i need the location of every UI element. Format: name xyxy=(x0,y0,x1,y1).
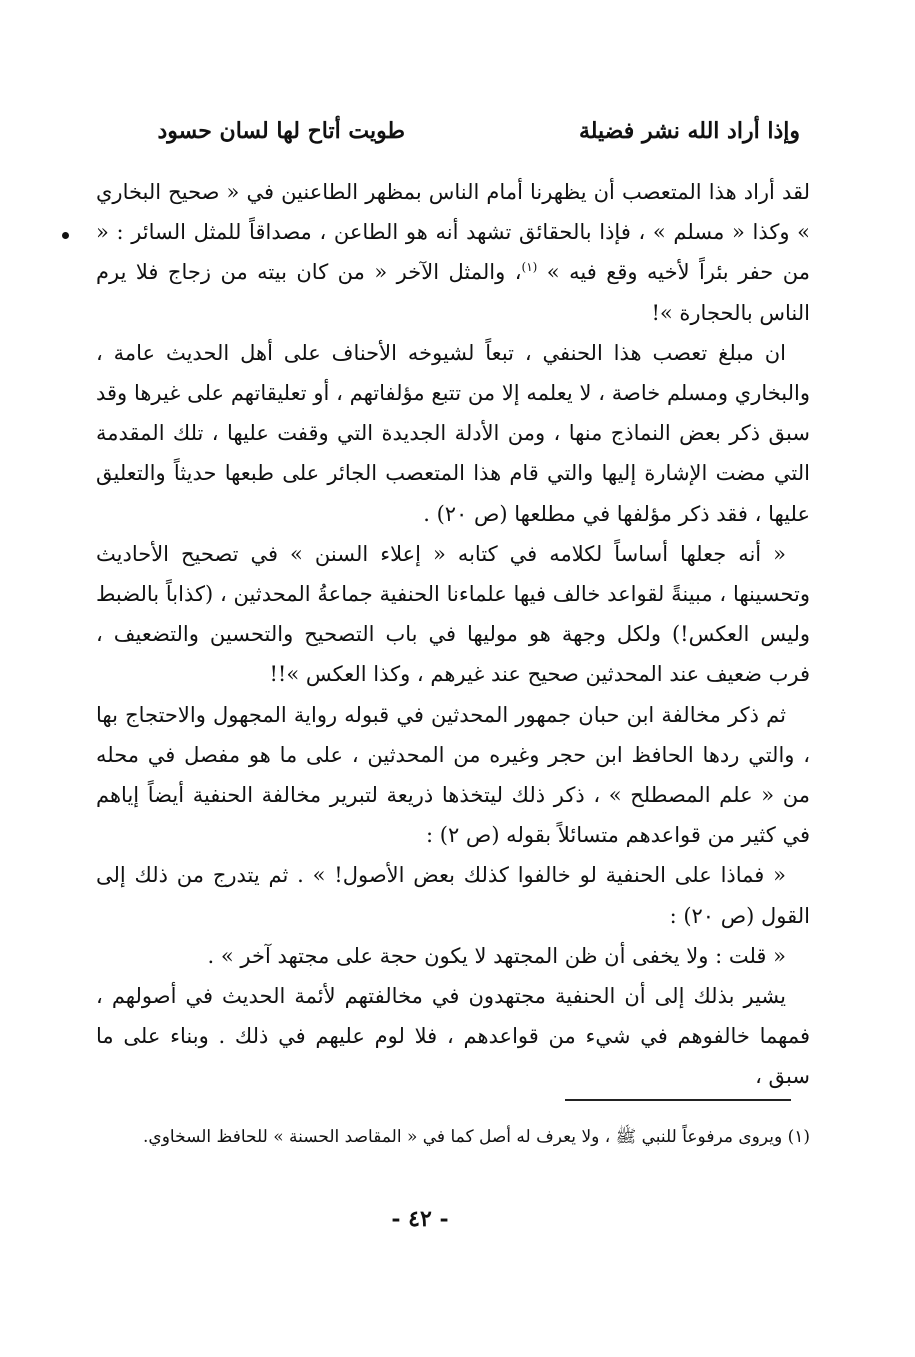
page-number: - ٤٢ - xyxy=(391,1206,449,1232)
paragraph: « فماذا على الحنفية لو خالفوا كذلك بعض الأصول! » . ثم يتدرج من ذلك إلى القول (ص ٢٠) : xyxy=(96,863,810,928)
footnote-separator xyxy=(565,1099,791,1101)
footnote-text: (١) ويروى مرفوعاً للنبي ﷺ ، ولا يعرف له أصل كما في « المقاصد الحسنة » للحافظ السخاوي. xyxy=(143,1127,810,1147)
poetry-verse xyxy=(157,118,800,154)
paragraph: ان مبلغ تعصب هذا الحنفي ، تبعاً لشيوخه الأحناف على أهل الحديث عامة ، والبخاري ومسلم خاصة ، لا يعلمه إلا من تتبع مؤلفاتهم ، أو تعليقاتهم على غيرها وقد سبق ذكر بعض النماذج منها ، ومن الأدلة الجديدة التي وقفت عليها ، تلك المقدمة التي مضت الإشارة إليها والتي قام هذا المتعصب الجائر على طبعها حديثاً والتعليق عليها ، فقد ذكر مؤلفها في مطلعها (ص ٢٠) . xyxy=(96,340,810,526)
paragraph: يشير بذلك إلى أن الحنفية مجتهدون في مخالفتهم لأئمة الحديث في أصولهم ، فمهما خالفوهم في شيء من قواعدهم ، فلا لوم عليهم في ذلك . وبناء على ما سبق ، xyxy=(96,984,810,1089)
paragraph: ثم ذكر مخالفة ابن حبان جمهور المحدثين في قبوله رواية المجهول والاحتجاج بها ، والتي ردها الحافظ ابن حجر وغيره من المحدثين ، على ما هو مفصل في محله من « علم المصطلح » ، ذكر ذلك ليتخذها ذريعة لتبرير مخالفة الحنفية أيضاً إياهم في كثير من قواعدهم متسائلاً بقوله (ص ٢) : xyxy=(96,702,810,848)
verse-second-hemistich: طويت أتاح لها لسان حسود xyxy=(157,118,405,144)
paragraph: « قلت : ولا يخفى أن ظن المجتهد لا يكون حجة على مجتهد آخر » . xyxy=(207,943,786,968)
paragraph: « أنه جعلها أساساً لكلامه في كتابه « إعلاء السنن » في تصحيح الأحاديث وتحسينها ، مبينةً لقواعد خالف فيها علماءنا الحنفية جماعةُ المحدثين ، (كذاباً بالضبط وليس العكس!) ولكل وجهة هو موليها في باب التصحيح والتحسين والتضعيف ، فرب ضعيف عند المحدثين صحيح عند غيرهم ، وكذا العكس »!! xyxy=(96,541,810,687)
paragraph xyxy=(96,172,810,333)
margin-dot xyxy=(62,232,69,239)
footnote xyxy=(96,1118,810,1156)
paragraph-text: ، والمثل الآخر « من كان بيته من زجاج فلا يرم الناس بالحجارة »! xyxy=(96,260,810,325)
verse-first-hemistich: وإذا أراد الله نشر فضيلة xyxy=(578,118,800,144)
footnote-reference: (١) xyxy=(521,260,538,275)
main-text xyxy=(96,172,810,1097)
paragraph-text: لقد أراد هذا المتعصب أن يظهرنا أمام الناس بمظهر الطاعنين في « صحيح البخاري » وكذا « مسلم » ، فإذا بالحقائق تشهد أنه هو الطاعن ، مصداقاً للمثل السائر : « من حفر بئراً لأخيه وقع فيه » xyxy=(96,180,810,285)
